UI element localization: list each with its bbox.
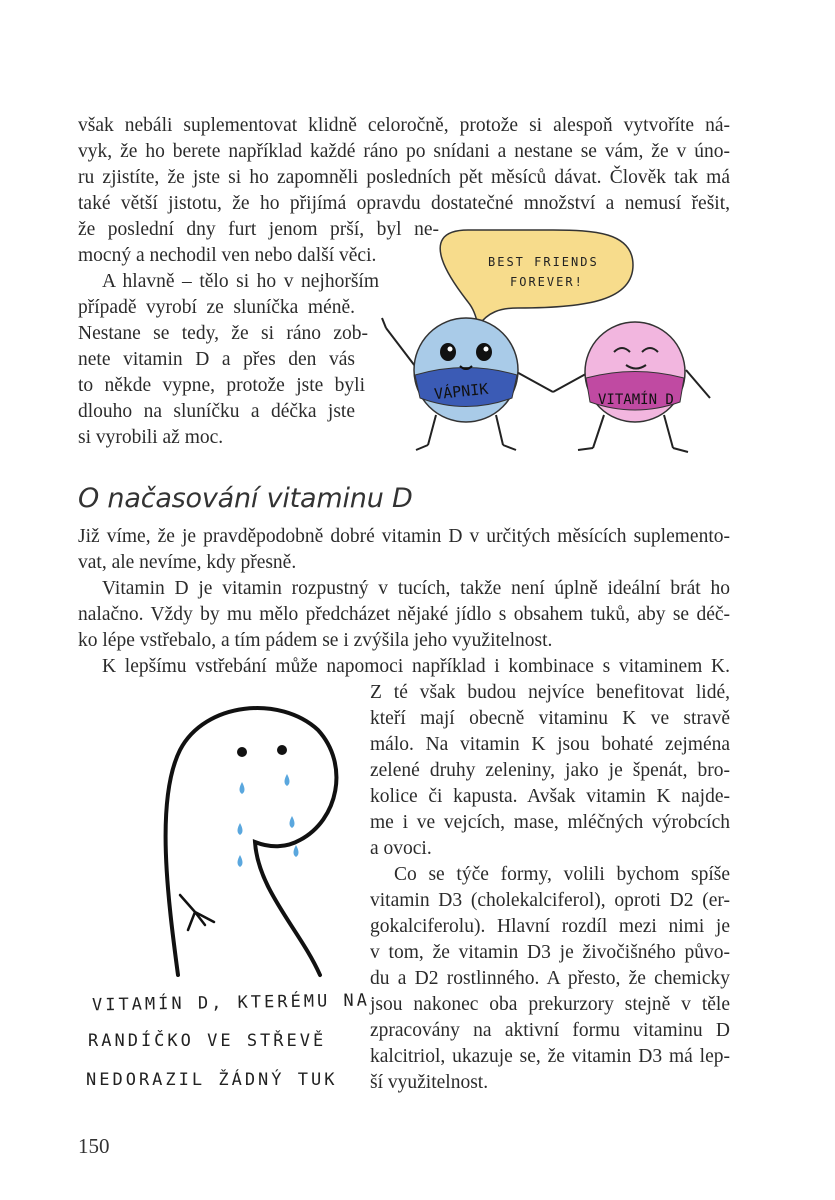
text-line: vitamin D3 (cholekalciferol), oproti D2 (er- bbox=[370, 890, 730, 911]
text-line: ru zjistíte, že jste si ho zapomněli posledních pět měsíců dávat. Člověk tak má bbox=[78, 167, 730, 188]
vitamin-d-label: VITAMÍN D bbox=[598, 392, 674, 408]
page-number: 150 bbox=[78, 1134, 110, 1158]
tears bbox=[238, 774, 299, 867]
text-line: a ovoci. bbox=[370, 838, 432, 859]
calcium-pill-character bbox=[382, 318, 553, 450]
text-line: nalačno. Vždy by mu mělo předcházet nějaké jídlo s obsahem tuků, aby se déč- bbox=[78, 604, 730, 625]
text-line: vat, ale nevíme, kdy přesně. bbox=[78, 552, 297, 573]
text-line: me i ve vejcích, mase, mléčných výrobcích bbox=[370, 812, 730, 833]
calcium-label: VÁPNIK bbox=[433, 379, 490, 404]
text-line: ší využitelnost. bbox=[370, 1072, 489, 1093]
text-line: vyk, že ho berete například každé ráno po snídani a nestane se vám, že v úno- bbox=[78, 141, 730, 162]
speech-text-line-2: FOREVER! bbox=[510, 275, 584, 289]
best-friends-illustration bbox=[378, 220, 723, 465]
text-line: málo. Na vitamin K jsou bohaté zejména bbox=[370, 734, 730, 755]
text-line: nete vitamin D a přes den vás bbox=[78, 349, 355, 370]
text-line: mocný a nechodil ven nebo další věci. bbox=[78, 245, 377, 266]
text-line: Nestane se tedy, že si ráno zob- bbox=[78, 323, 368, 344]
text-line: zpracovány na aktivní formu vitaminu D bbox=[370, 1020, 730, 1041]
text-line: také větší jistotu, že ho přijímá opravdu dostatečné množství a nemusí řešit, bbox=[78, 193, 730, 214]
illustration-caption-line-1: VITAMÍN D, KTERÉMU NA bbox=[91, 990, 371, 1016]
text-line: však nebáli suplementovat klidně celoročně, protože si alespoň vytvoříte ná- bbox=[78, 115, 730, 136]
text-line: gokalciferolu). Hlavní rozdíl mezi nimi je bbox=[370, 916, 730, 937]
text-line: du a D2 rostlinného. A přesto, že chemicky bbox=[370, 968, 730, 989]
text-line: dlouho na sluníčku a déčka jste bbox=[78, 401, 355, 422]
text-line: Z té však budou nejvíce benefitovat lidé, bbox=[370, 682, 730, 703]
text-line: v tom, že vitamin D3 je živočišného půvo- bbox=[370, 942, 730, 963]
text-line: ko lépe vstřebalo, a tím pádem se i zvýšila jeho využitelnost. bbox=[78, 630, 553, 651]
text-line: zelené druhy zeleniny, jako je špenát, bro- bbox=[370, 760, 730, 781]
text-line: K lepšímu vstřebání může napomoci například i kombinace s vitaminem K. bbox=[102, 656, 730, 677]
text-line: Co se týče formy, volili bychom spíše bbox=[394, 864, 730, 885]
text-line: Vitamin D je vitamin rozpustný v tucích, takže není úplně ideální brát ho bbox=[102, 578, 730, 599]
text-line: jsou nakonec oba prekurzory stejně v těle bbox=[370, 994, 730, 1015]
illustration-caption-line-3: NEDORAZIL ŽÁDNÝ TUK bbox=[86, 1070, 338, 1090]
section-heading: O načasování vitaminu D bbox=[78, 483, 413, 514]
text-line: Již víme, že je pravděpodobně dobré vitamin D v určitých měsících suplemento- bbox=[78, 526, 730, 547]
speech-text-line-1: BEST FRIENDS bbox=[488, 255, 599, 269]
text-line: A hlavně – tělo si ho v nejhorším bbox=[102, 271, 379, 292]
text-line: to někde vypne, protože jste byli bbox=[78, 375, 365, 396]
text-line: případě vyrobí ze sluníčka méně. bbox=[78, 297, 355, 318]
speech-bubble bbox=[440, 230, 633, 326]
text-line: že poslední dny furt jenom prší, byl ne- bbox=[78, 219, 439, 240]
text-line: kalcitriol, ukazuje se, že vitamin D3 má lep- bbox=[370, 1046, 730, 1067]
vitamin-d-pill-character bbox=[553, 322, 710, 452]
text-line: kteří mají obecně vitaminu K ve stravě bbox=[370, 708, 730, 729]
text-line: kolice či kapusta. Avšak vitamin K najde- bbox=[370, 786, 730, 807]
illustration-caption-line-2: RANDÍČKO VE STŘEVĚ bbox=[88, 1031, 327, 1051]
text-line: si vyrobili až moc. bbox=[78, 427, 224, 448]
sad-vitamin-illustration bbox=[150, 690, 350, 990]
